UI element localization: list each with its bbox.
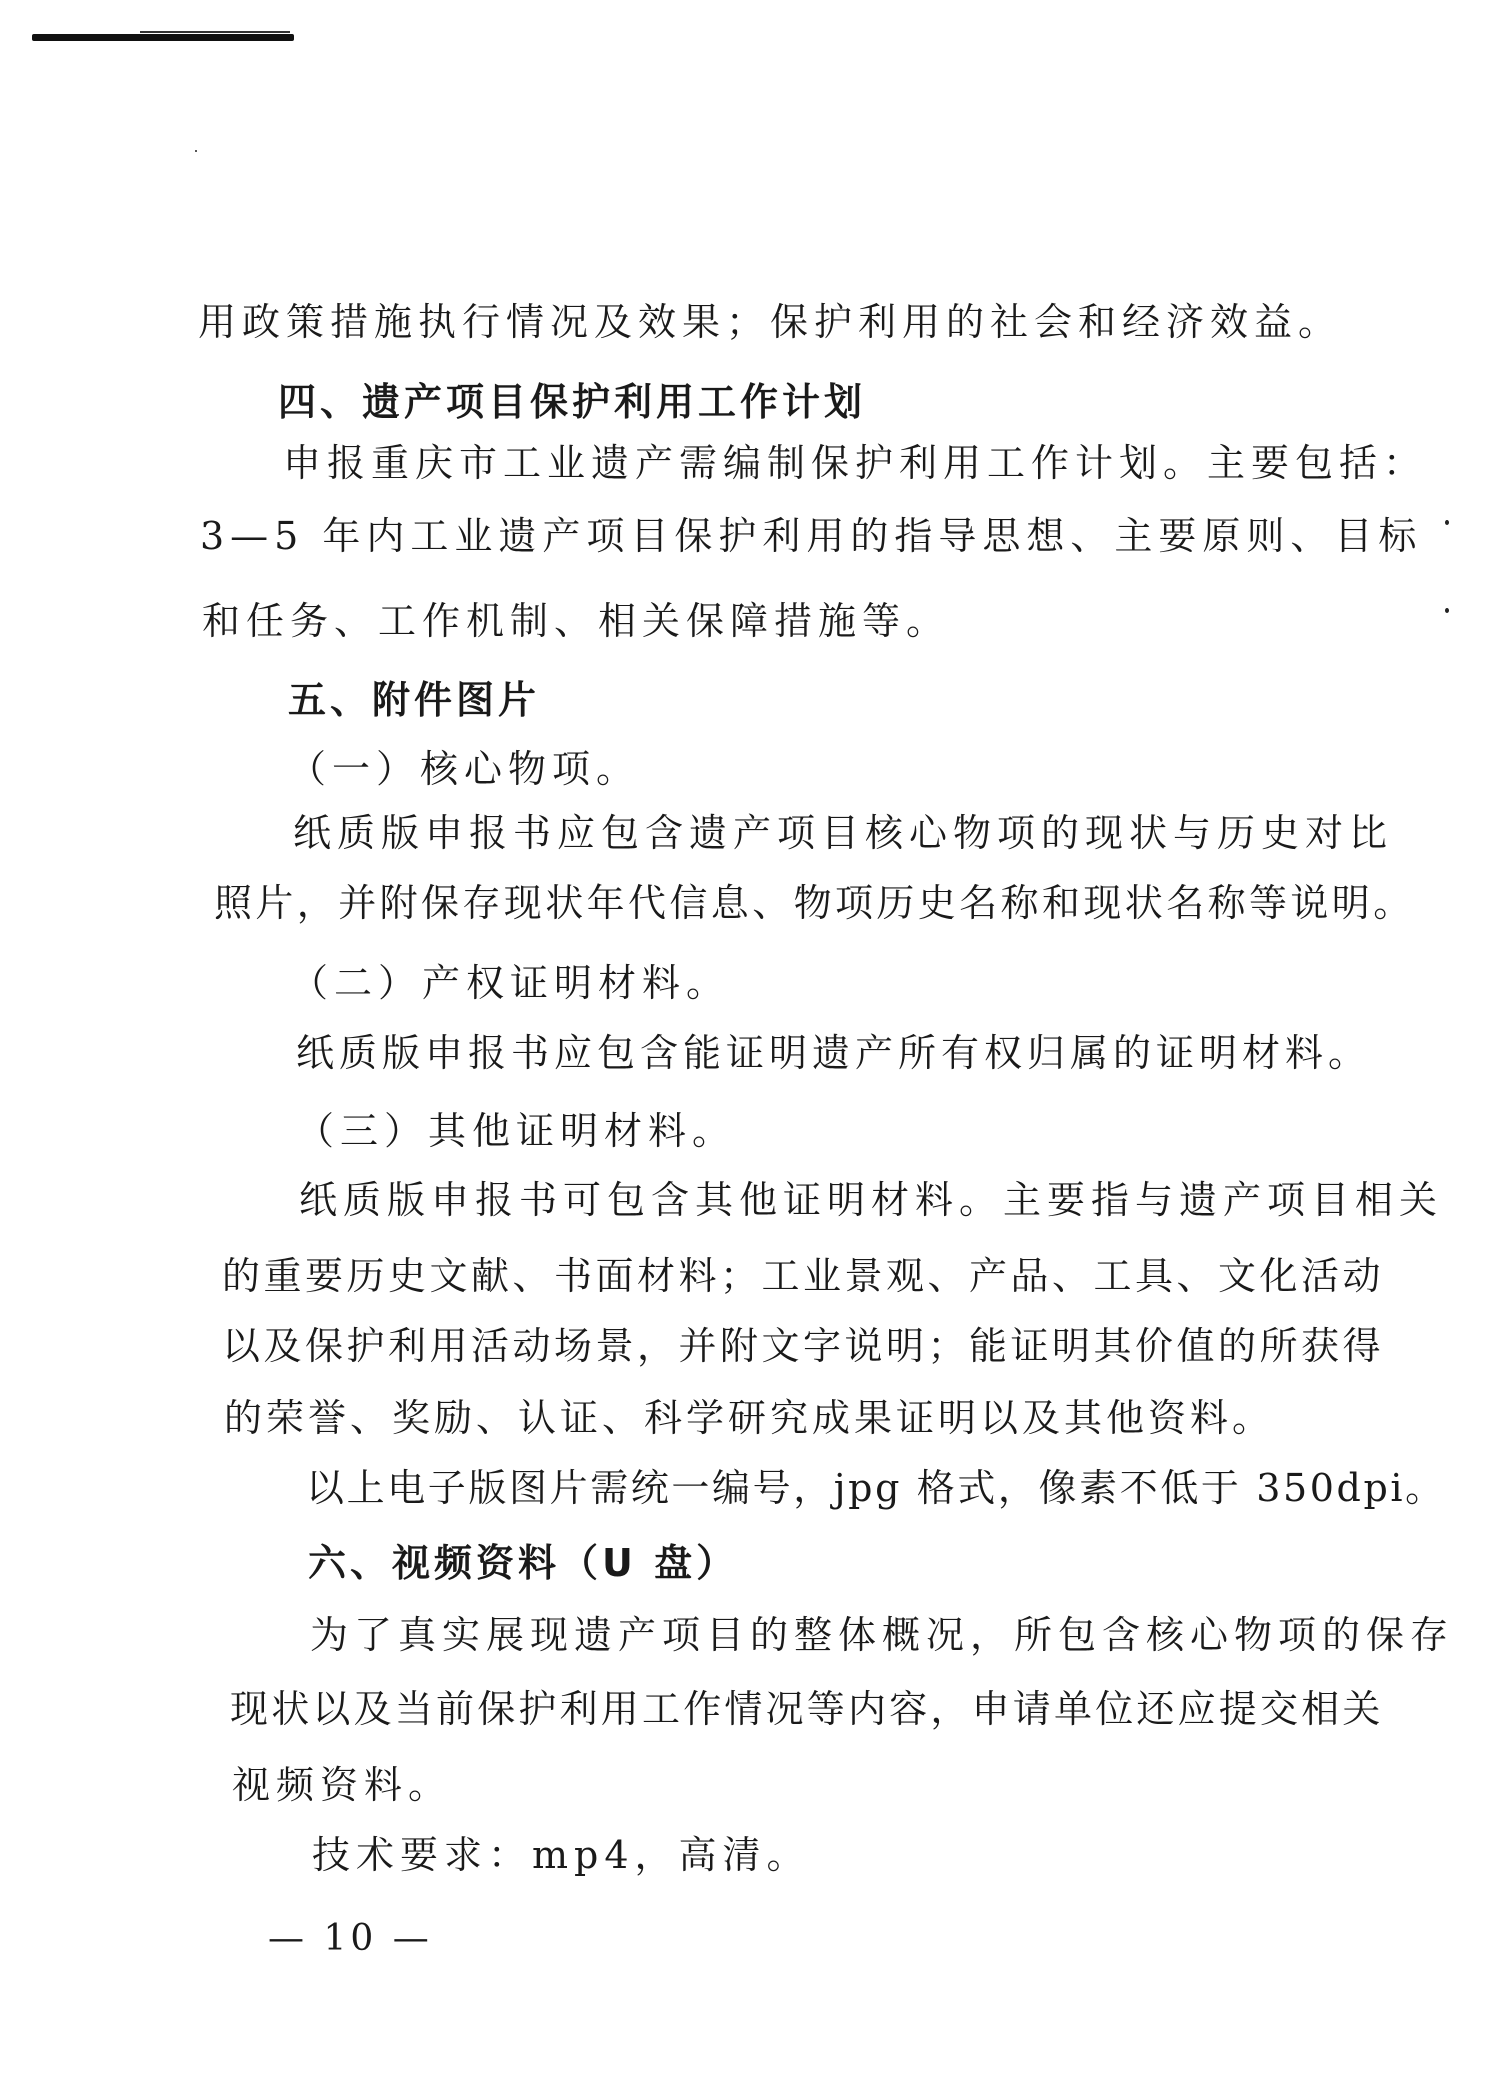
body-line: 申报重庆市工业遗产需编制保护利用工作计划。主要包括： [283,441,1428,485]
top-rule [32,34,294,41]
body-line: 纸质版申报书可包含其他证明材料。主要指与遗产项目相关 [299,1178,1444,1222]
scan-speck [195,150,197,152]
body-line: 纸质版申报书应包含能证明遗产所有权归属的证明材料。 [296,1031,1372,1075]
body-line: 以及保护利用活动场景，并附文字说明；能证明其价值的所获得 [222,1324,1385,1368]
body-line: 为了真实展现遗产项目的整体概况，所包含核心物项的保存 [310,1613,1455,1657]
body-line: 用政策措施执行情况及效果；保护利用的社会和经济效益。 [198,300,1343,344]
page-number: — 10 — [268,1918,433,1959]
body-line: 视频资料。 [232,1763,453,1807]
body-line: 的重要历史文献、书面材料；工业景观、产品、工具、文化活动 [222,1254,1385,1298]
body-line: 纸质版申报书应包含遗产项目核心物项的现状与历史对比 [293,811,1394,855]
body-line: 现状以及当前保护利用工作情况等内容，申请单位还应提交相关 [230,1687,1384,1731]
subsection-heading-1: （一）核心物项。 [288,747,641,791]
scan-speck [1445,520,1449,525]
scan-speck [1445,608,1449,613]
body-line: 技术要求：mp4，高清。 [312,1833,811,1877]
top-rule-thin [140,31,290,33]
body-line: 的荣誉、奖励、认证、科学研究成果证明以及其他资料。 [224,1396,1275,1440]
subsection-heading-2: （二）产权证明材料。 [290,961,731,1005]
section-heading-5: 五、附件图片 [288,678,541,722]
body-line: 和任务、工作机制、相关保障措施等。 [202,599,951,643]
body-line: 以上电子版图片需统一编号，jpg 格式，像素不低于 350dpi。 [306,1466,1446,1510]
subsection-heading-3: （三）其他证明材料。 [296,1109,737,1153]
body-line: 照片，并附保存现状年代信息、物项历史名称和现状名称等说明。 [214,881,1415,925]
body-line: 3—5 年内工业遗产项目保护利用的指导思想、主要原则、目标 [200,514,1423,558]
section-heading-6: 六、视频资料（U 盘） [308,1541,739,1585]
section-heading-4: 四、遗产项目保护利用工作计划 [278,380,867,424]
